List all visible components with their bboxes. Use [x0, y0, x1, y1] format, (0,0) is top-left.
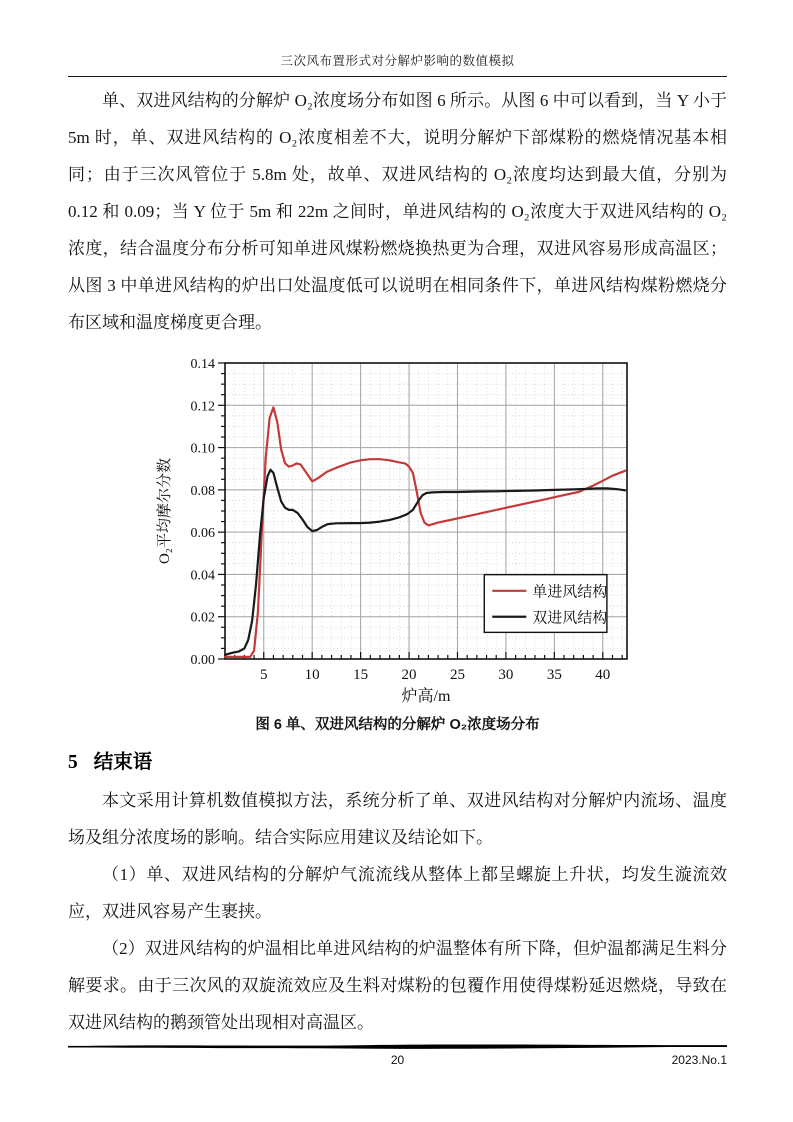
y-tick-label: 0.14 [190, 357, 215, 372]
x-tick-label: 30 [497, 667, 513, 683]
x-axis-label: 炉高/m [401, 688, 450, 705]
y-tick-label: 0.08 [190, 483, 215, 499]
footer [68, 1042, 727, 1071]
y-tick-label: 0.12 [190, 399, 215, 415]
issue-label: 2023.No.1 [671, 1053, 727, 1067]
y-axis-label: O₂平均摩尔分数 [156, 457, 173, 565]
x-tick-label: 5 [259, 667, 267, 683]
axes [156, 357, 627, 705]
o2-concentration-chart [153, 351, 643, 709]
paragraph-summary: 本文采用计算机数值模拟方法，系统分析了单、双进风结构对分解炉内流场、温度场及组分浓度场的影响。结合实际应用建议及结论如下。 [68, 791, 727, 847]
footer-bar-stroke [68, 1042, 727, 1052]
x-tick-label: 40 [594, 667, 610, 683]
section-heading [68, 746, 727, 774]
x-tick-label: 35 [546, 667, 562, 683]
paragraph-conclusion-1: （1）单、双进风结构的分解炉气流流线从整体上都呈螺旋上升状，均发生漩流效应，双进风容易产生裹挟。 [68, 865, 727, 921]
section-title: 结束语 [93, 751, 153, 773]
x-tick-label: 25 [449, 667, 465, 683]
y-tick-label: 0.10 [190, 441, 215, 457]
legend-label-0: 单进风结构 [531, 583, 607, 601]
y-tick-label: 0.02 [190, 610, 215, 626]
legend-label-1: 双进风结构 [531, 609, 607, 627]
y-tick-label: 0.00 [190, 653, 215, 668]
paragraph-conclusion-2: （2）双进风结构的炉温相比单进风结构的炉温整体有所下降，但炉温都满足生料分解要求。由于三次风的双旋流效应及生料对煤粉的包覆作用使得煤粉延迟燃烧，导致在双进风结构的鹅颈管处出现相对高温区。 [68, 939, 727, 1032]
section-number: 5 [68, 752, 78, 773]
x-tick-label: 15 [352, 667, 368, 683]
y-tick-label: 0.06 [190, 526, 215, 542]
x-tick-label: 10 [304, 667, 320, 683]
paragraph-intro: 单、双进风结构的分解炉 O₂浓度场分布如图 6 所示。从图 6 中可以看到，当 Y 小于 5m 时，单、双进风结构的 O₂浓度相差不大，说明分解炉下部煤粉的燃烧情况基本相同；由于三次风管位于 5.8m 处，故单、双进风结构的 O₂浓度均达到最大值，分别为 0.12 和 0.09；当 Y 位于 5m 和 22m 之间时，单进风结构的 O₂浓度大于双进风结构的 O₂浓度，结合温度分布分析可知单进风煤粉燃烧换热更为合理，双进风容易形成高温区；从图 3 中单进风结构的炉出口处温度低可以说明在相同条件下，单进风结构煤粉燃烧分布区域和温度梯度更合理。 [68, 91, 727, 332]
header-rule [68, 76, 727, 77]
page-number: 20 [390, 1053, 405, 1067]
y-tick-label: 0.04 [190, 568, 215, 584]
figure-caption: 图 6 单、双进风结构的分解炉 O₂浓度场分布 [255, 717, 540, 733]
footer-bar [68, 1042, 727, 1052]
footer-text-row [68, 1053, 727, 1071]
x-tick-label: 20 [401, 667, 417, 683]
figure-6 [153, 351, 643, 734]
chart-legend [484, 575, 607, 633]
running-title: 三次风布置形式对分解炉影响的数值模拟 [280, 54, 515, 68]
